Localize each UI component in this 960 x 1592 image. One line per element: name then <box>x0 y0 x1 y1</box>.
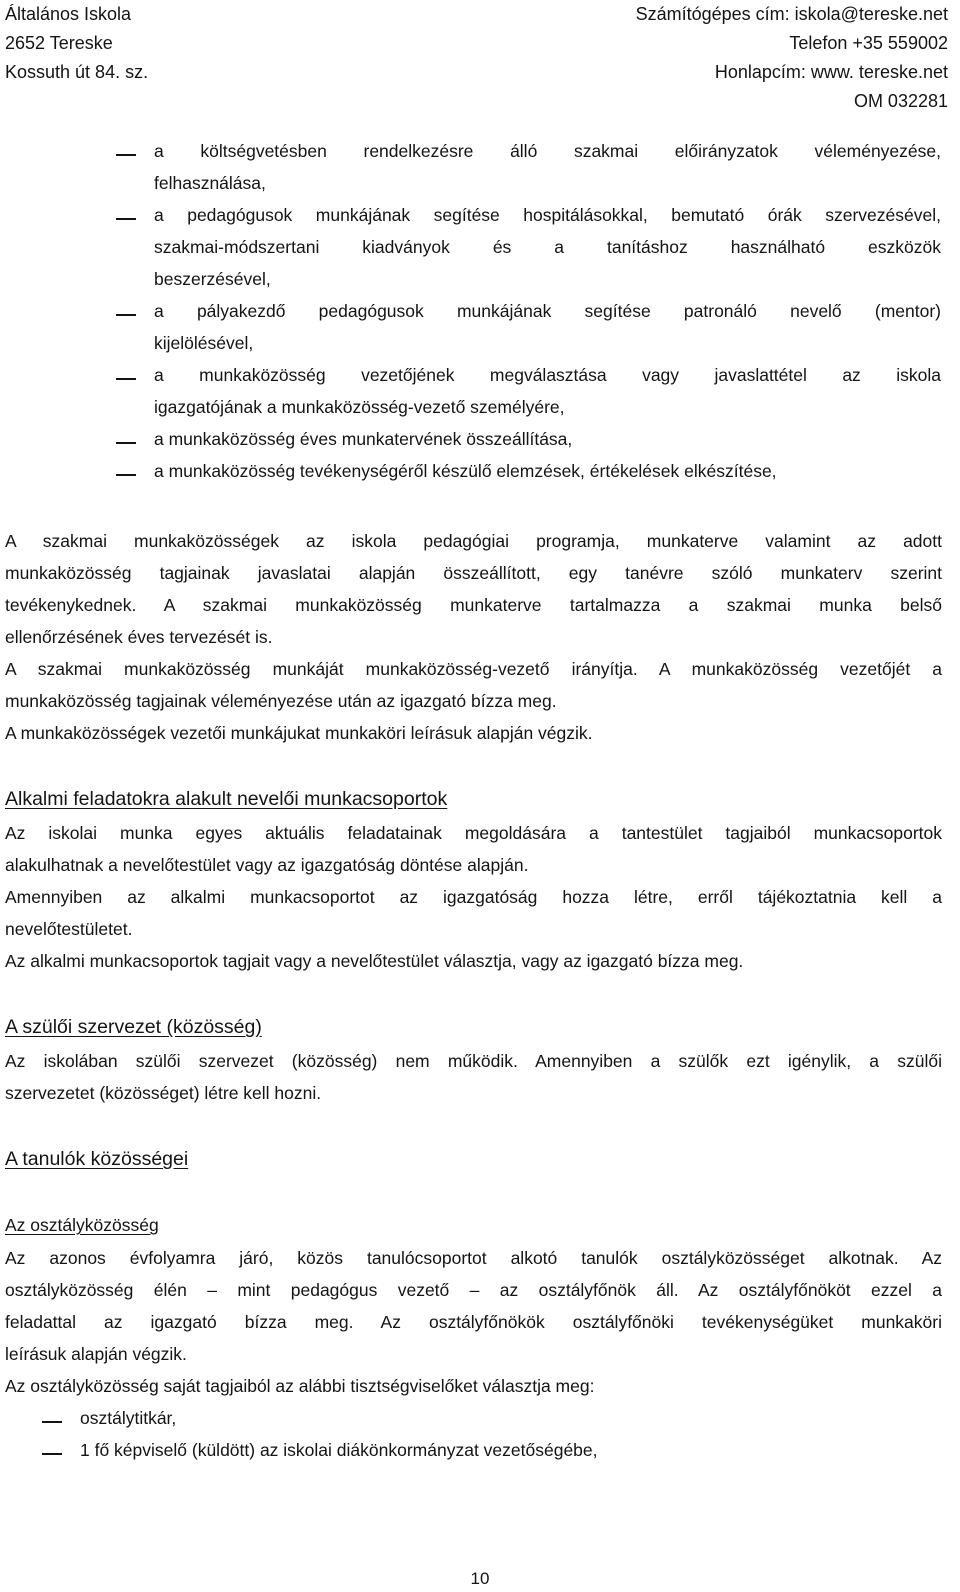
paragraph-line: munkaközösség tagjainak véleményezése után az igazgató bízza meg. <box>5 691 557 711</box>
paragraph-line: tevékenykednek. A szakmai munkaközösség munkaterve tartalmazza a szakmai munka belső <box>5 595 942 615</box>
list-item-line: kijelölésével, <box>154 333 254 353</box>
section-heading: Alkalmi feladatokra alakult nevelői munkacsoportok <box>5 788 448 810</box>
bullet-dash <box>116 442 136 444</box>
paragraph-line: Amennyiben az alkalmi munkacsoportot az igazgatóság hozza létre, erről tájékoztatnia kell a <box>5 887 942 907</box>
list-item-line: a pályakezdő pedagógusok munkájának segítése patronáló nevelő (mentor) <box>154 301 941 321</box>
paragraph-line: Az iskolában szülői szervezet (közösség) nem működik. Amennyiben a szülők ezt igénylik, a szülői <box>5 1051 942 1071</box>
paragraph-line: alakulhatnak a nevelőtestület vagy az igazgatóság döntése alapján. <box>5 855 529 875</box>
phone-line: Telefon +35 559002 <box>789 33 948 53</box>
paragraph-line: ellenőrzésének éves tervezését is. <box>5 627 273 647</box>
paragraph-line: Az osztályközösség saját tagjaiból az alábbi tisztségviselőket választja meg: <box>5 1376 595 1396</box>
paragraph-line: feladattal az igazgató bízza meg. Az osztályfőnökök osztályfőnöki tevékenységüket munkaköri <box>5 1312 942 1332</box>
list-item-line: beszerzésével, <box>154 269 271 289</box>
paragraph-line: munkaközösség tagjainak javaslatai alapján összeállított, egy tanévre szóló munkaterv szerint <box>5 563 942 583</box>
bullet-dash <box>116 474 136 476</box>
page-number: 10 <box>470 1569 490 1588</box>
list-item-line: a munkaközösség éves munkatervének összeállítása, <box>154 429 573 449</box>
bullet-dash <box>116 218 136 220</box>
bullet-dash <box>116 154 136 156</box>
list-item-line: felhasználása, <box>154 173 266 193</box>
bullet-dash <box>116 314 136 316</box>
subsection-heading: Az osztályközösség <box>5 1215 159 1235</box>
letterhead-right <box>636 0 948 116</box>
email-line: Számítógépes cím: iskola@tereske.net <box>635 4 948 24</box>
paragraph-line: A szakmai munkaközösség munkáját munkaközösség-vezető irányítja. A munkaközösség vezetőjét a <box>5 659 942 679</box>
paragraph-line: osztályközösség élén – mint pedagógus vezető – az osztályfőnök áll. Az osztályfőnököt ezzel a <box>5 1280 942 1300</box>
school-name: Általános Iskola <box>5 4 132 24</box>
school-street: Kossuth út 84. sz. <box>5 62 149 82</box>
list-item-line: a munkaközösség tevékenységéről készülő elemzések, értékelések elkészítése, <box>154 461 777 481</box>
list-item-line: a munkaközösség vezetőjének megválasztása vagy javaslattétel az iskola <box>154 365 941 385</box>
paragraph-line: A szakmai munkaközösségek az iskola pedagógiai programja, munkaterve valamint az adott <box>5 531 942 551</box>
list-item-line: a pedagógusok munkájának segítése hospitálásokkal, bemutató órák szervezésével, <box>154 205 941 225</box>
bullet-dash <box>42 1453 62 1455</box>
paragraph-line: leírásuk alapján végzik. <box>5 1344 187 1364</box>
bullet-dash <box>42 1421 62 1423</box>
section-heading: A tanulók közösségei <box>5 1148 189 1170</box>
om-line: OM 032281 <box>853 91 948 111</box>
list-item-line: 1 fő képviselő (küldött) az iskolai diákönkormányzat vezetőségébe, <box>80 1440 598 1460</box>
letterhead-left <box>5 0 148 87</box>
paragraph-line: nevelőtestületet. <box>5 919 133 939</box>
paragraph-line: Az alkalmi munkacsoportok tagjait vagy a nevelőtestület választja, vagy az igazgató bízza meg. <box>5 951 744 971</box>
paragraph-line: Az azonos évfolyamra járó, közös tanulócsoportot alkotó tanulók osztályközösséget alkotnak. Az <box>5 1248 942 1268</box>
paragraph-line: A munkaközösségek vezetői munkájukat munkaköri leírásuk alapján végzik. <box>5 723 593 743</box>
paragraph-line: szervezetet (közösséget) létre kell hozni. <box>5 1083 322 1103</box>
list-item-line: szakmai-módszertani kiadványok és a tanításhoz használható eszközök <box>154 237 941 257</box>
paragraph-line: Az iskolai munka egyes aktuális feladatainak megoldására a tantestület tagjaiból munkacsoportok <box>5 823 942 843</box>
website-line: Honlapcím: www. tereske.net <box>714 62 948 82</box>
list-item-line: a költségvetésben rendelkezésre álló szakmai előirányzatok véleményezése, <box>154 141 941 161</box>
list-item-line: igazgatójának a munkaközösség-vezető személyére, <box>154 397 565 417</box>
bullet-dash <box>116 378 136 380</box>
section-heading: A szülői szervezet (közösség) <box>5 1016 262 1038</box>
school-postcode-city: 2652 Tereske <box>5 33 113 53</box>
list-item-line: osztálytitkár, <box>80 1408 177 1428</box>
